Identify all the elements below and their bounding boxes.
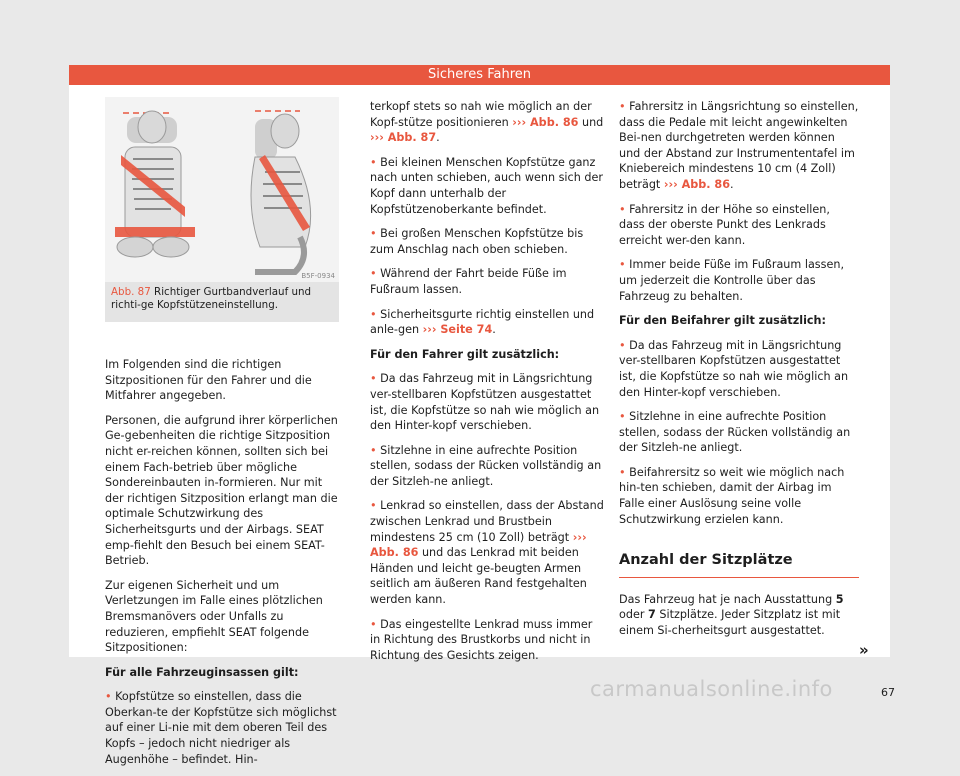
bullet-text: Fahrersitz in Längsrichtung so einstellen, dass die Pedale mit leicht angewinkelten Bei-nen durchgetreten werden können und der Abstand zur Instrumententafel im Kniebereich mindestens 10 cm (4 Zoll) beträgt (619, 100, 859, 191)
bullet-text: Kopfstütze so einstellen, dass die Oberkan-te der Kopfstütze sich möglichst auf einer Li-nie mit dem oberen Teil des Kopfs – jedoch nicht niedriger als Augenhöhe – befindet. Hin- (105, 690, 337, 766)
bullet-item (370, 617, 604, 664)
figure-link[interactable]: ››› Abb. 86 (512, 115, 579, 129)
bullet-text: Bei großen Menschen Kopfstütze bis zum Anschlag nach oben schieben. (370, 227, 584, 256)
figure-link[interactable]: ››› Abb. 86 (370, 530, 587, 560)
skeleton-illustration (105, 97, 339, 282)
column-middle (370, 99, 604, 672)
watermark: carmanualsonline.info (590, 677, 833, 701)
figure-link[interactable]: ››› Abb. 87 (370, 131, 437, 145)
figure-caption (105, 282, 339, 322)
bullet-item (619, 338, 859, 400)
bullet-icon: • (105, 690, 116, 704)
subheading: Für den Beifahrer gilt zusätzlich: (619, 314, 826, 328)
subheading: Für den Fahrer gilt zusätzlich: (370, 347, 560, 361)
column-right (619, 99, 859, 648)
bullet-item (370, 371, 604, 433)
bullet-icon: • (619, 338, 630, 352)
paragraph: Personen, die aufgrund ihrer körperlichen Ge-gebenheiten die richtige Sitzposition nicht er-reichen können, sollten sich bei einem Fach-betrieb über mögliche Sondereinbauten in-formieren. Nur mit der richtigen Sitzposition erlangt man die optimale Schutzwirkung des Sicherheitsgurts und der Airbags. SEAT emp-fiehlt den Besuch bei einem SEAT-Betrieb. (105, 413, 338, 568)
bullet-item (370, 266, 604, 297)
bullet-item: • Fahrersitz in Längsrichtung so einstellen, dass die Pedale mit leicht angewinkelten Bei-nen durchgetreten werden können und der Abstand zur Instrumententafel im Kniebereich mindestens 10 cm (4 Zoll) beträgt ››› Abb. 86. (619, 100, 859, 191)
bullet-text: Da das Fahrzeug mit in Längsrichtung ver-stellbaren Kopfstützen ausgestattet ist, die Kopfstütze so nah wie möglich an den Hinter-kopf verschieben. (619, 338, 849, 399)
figure-label: Abb. 87 (111, 286, 151, 298)
bullet-text: Sitzlehne in eine aufrechte Position stellen, sodass der Rücken vollständig an der Sitzleh-ne anliegt. (370, 443, 602, 488)
bullet-text: Lenkrad so einstellen, dass der Abstand zwischen Lenkrad und Brustbein mindestens 25 cm (10 Zoll) beträgt (370, 499, 604, 544)
section-header: Sicheres Fahren (69, 65, 890, 85)
text: und (581, 115, 604, 129)
bullet-icon: • (370, 227, 381, 241)
bullet-icon: • (619, 465, 630, 479)
bullet-text: Beifahrersitz so weit wie möglich nach hin-ten schieben, damit der Airbag im Falle einer Auslösung seine volle Schutzwirkung erzielen kann. (619, 465, 845, 526)
bullet-item: • Sicherheitsgurte richtig einstellen und anle-gen ››› Seite 74. (370, 307, 595, 337)
bullet-item (619, 257, 859, 304)
bullet-item (370, 155, 604, 217)
bullet-item (619, 409, 859, 456)
bullet-text: Bei kleinen Menschen Kopfstütze ganz nach unten schieben, auch wenn sich der Kopf dann unterhalb der Kopfstützenoberkante befindet. (370, 155, 603, 216)
figure-code: B5F-0934 (301, 272, 335, 280)
bullet-icon: • (370, 155, 381, 169)
bullet-text: Sicherheitsgurte richtig einstellen und anle-gen (370, 307, 595, 337)
text: Das Fahrzeug hat je nach Ausstattung (619, 592, 833, 606)
column-left (105, 357, 339, 776)
bullet-item (370, 443, 604, 490)
seating-figure (105, 97, 339, 282)
page-number: 67 (881, 686, 895, 699)
continue-icon: » (859, 641, 869, 659)
text: Sitzplätze. Jeder Sitzplatz ist mit einem Si-cherheitsgurt ausgestattet. (619, 608, 841, 638)
bullet-text: Da das Fahrzeug mit in Längsrichtung ver-stellbaren Kopfstützen ausgestattet ist, die Kopfstütze so nah wie möglich an den Hinter-kopf verschieben. (370, 372, 600, 433)
page-link[interactable]: ››› Seite 74 (422, 323, 493, 337)
bullet-icon: • (619, 410, 630, 424)
bullet-icon: • (370, 372, 381, 386)
bullet-icon: • (370, 617, 381, 631)
bullet-text: Immer beide Füße im Fußraum lassen, um jederzeit die Kontrolle über das Fahrzeug zu behalten. (619, 258, 844, 303)
bullet-icon: • (619, 100, 630, 113)
bullet-item (619, 465, 859, 527)
bullet-icon: • (619, 258, 630, 272)
bullet-icon: • (370, 443, 381, 457)
seat-count: 5 (835, 592, 844, 606)
bullet-item (370, 498, 604, 607)
bullet-text: Fahrersitz in der Höhe so einstellen, dass der oberste Punkt des Lenkrads erreicht wer-den kann. (619, 202, 830, 247)
bullet-item (105, 689, 339, 767)
bullet-item (370, 226, 604, 257)
bullet-icon: • (370, 267, 381, 281)
text: oder (619, 608, 645, 622)
figure-caption-text: Richtiger Gurtbandverlauf und richti-ge Kopfstützeneinstellung. (111, 286, 312, 311)
text: terkopf stets so nah wie möglich an der Kopf-stütze positionieren (370, 100, 592, 129)
bullet-text: und das Lenkrad mit beiden Händen und leicht ge-beugten Armen seitlich am äußeren Rand festgehalten werden kann. (370, 546, 587, 607)
bullet-icon: • (619, 202, 630, 216)
paragraph: Im Folgenden sind die richtigen Sitzpositionen für den Fahrer und die Mitfahrer angegeben. (105, 358, 312, 403)
bullet-icon: • (370, 499, 381, 513)
bullet-item (619, 202, 859, 249)
figure-link[interactable]: ››› Abb. 86 (663, 177, 731, 191)
paragraph (619, 592, 859, 639)
bullet-text: Sitzlehne in eine aufrechte Position stellen, sodass der Rücken vollständig an der Sitzleh-ne anliegt. (619, 410, 851, 455)
paragraph: terkopf stets so nah wie möglich an der Kopf-stütze positionieren ››› Abb. 86 und ››› Abb. 87. (370, 100, 604, 145)
bullet-text: Das eingestellte Lenkrad muss immer in Richtung des Brustkorbs und nicht in Richtung des Gesichts zeigen. (370, 617, 593, 662)
paragraph: Zur eigenen Sicherheit und um Verletzungen im Falle eines plötzlichen Bremsmanövers oder Unfalls zu reduzieren, empfiehlt SEAT folgende Sitzpositionen: (105, 578, 323, 655)
seat-count: 7 (648, 608, 656, 622)
subheading: Für alle Fahrzeuginsassen gilt: (105, 665, 299, 679)
section-title: Anzahl der Sitzplätze (619, 553, 859, 578)
bullet-icon: • (370, 307, 381, 321)
bullet-text: Während der Fahrt beide Füße im Fußraum lassen. (370, 267, 567, 296)
